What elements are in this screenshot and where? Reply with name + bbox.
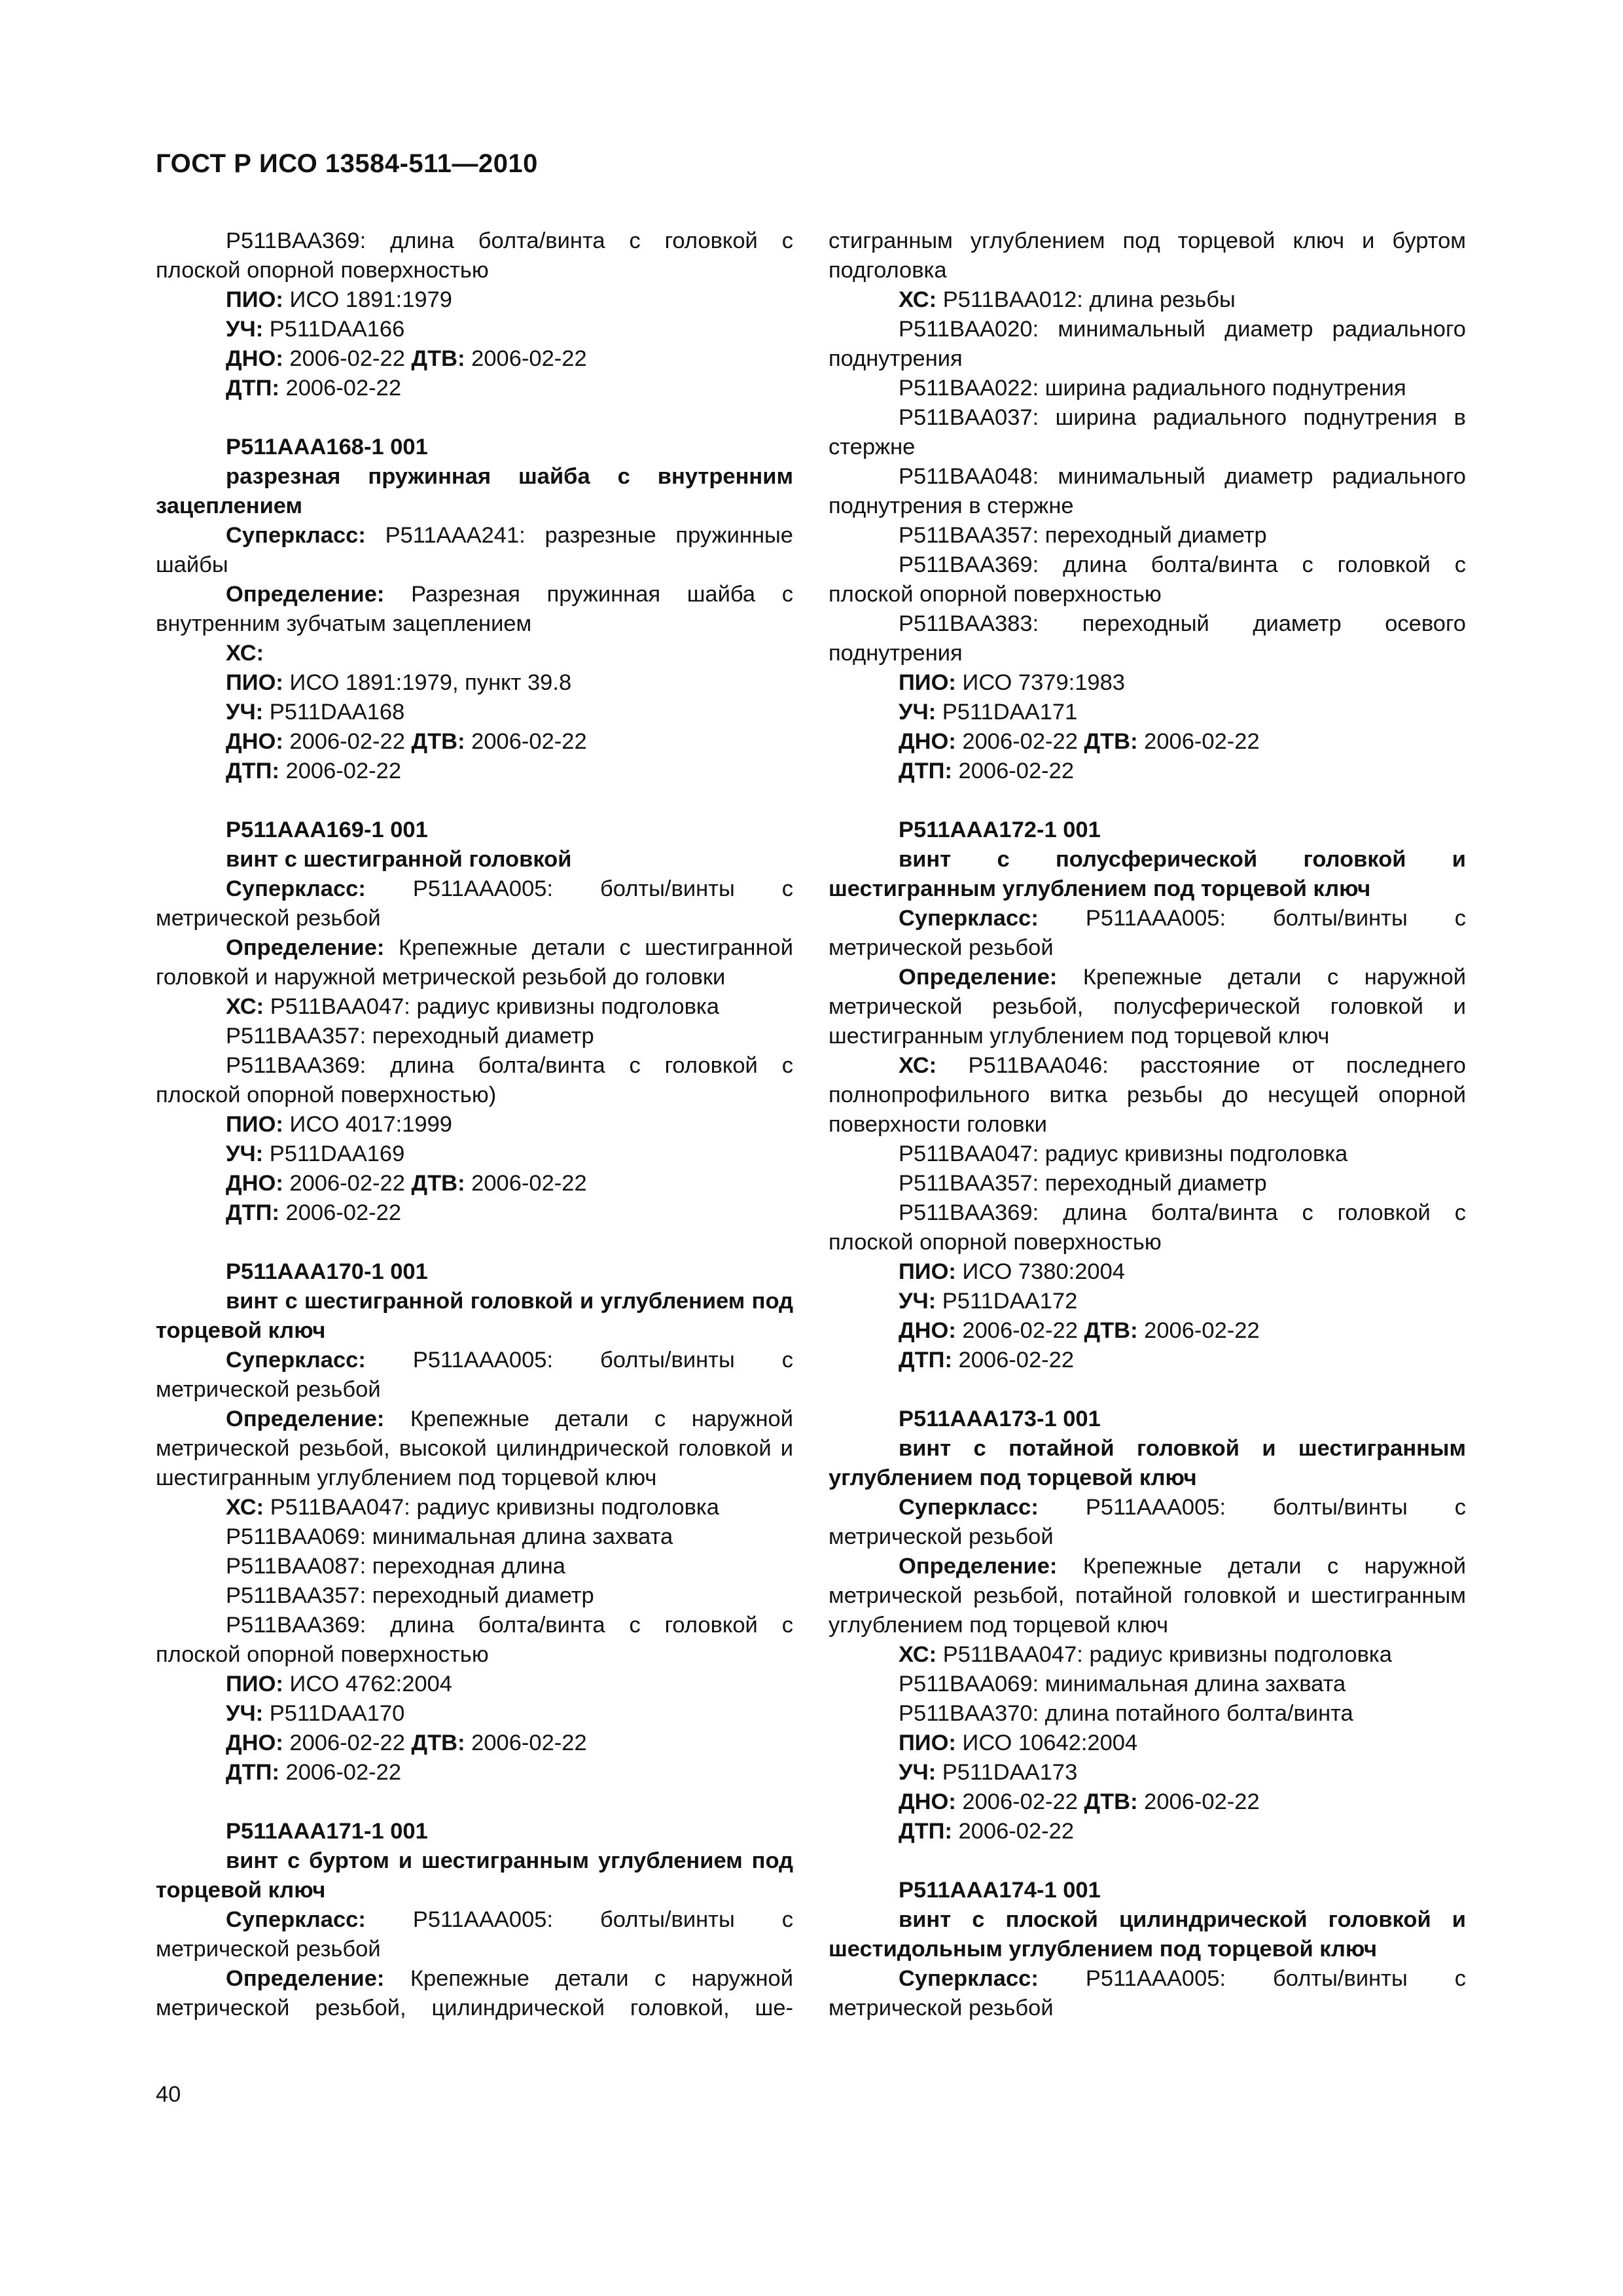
dno-label: ДНО: (899, 729, 956, 754)
dno-dtv-line (156, 1169, 793, 1198)
dtp-label: ДТП: (226, 1200, 279, 1225)
xs-item: P511BAA022: ширина радиального поднутрения (899, 376, 1406, 401)
dno-label: ДНО: (226, 346, 283, 371)
pio-label: ПИО: (899, 1731, 956, 1755)
pio-label: ПИО: (226, 287, 283, 312)
dtp-line (829, 1346, 1466, 1375)
uch-value: P511DAA170 (269, 1701, 405, 1726)
uch-line (156, 315, 793, 344)
pio-line (829, 668, 1466, 698)
pio-label: ПИО: (226, 1672, 283, 1696)
xs-item: P511BAA370: длина потайного болта/винта (899, 1701, 1353, 1726)
uch-label: УЧ: (226, 317, 264, 342)
superclass-line (829, 1964, 1466, 2023)
dtp-value: 2006-02-22 (958, 759, 1075, 783)
xs-label: ХС: (899, 1053, 937, 1078)
pio-line (829, 1729, 1466, 1758)
pio-value: ИСО 7379:1983 (962, 670, 1125, 695)
definition-label: Определение: (226, 582, 385, 607)
entry-title: винт с полусферической головкой и шестигранным углублением под торцевой ключ (829, 847, 1466, 901)
entry-171 (156, 1817, 793, 2023)
document-header: ГОСТ Р ИСО 13584-511—2010 (156, 149, 538, 178)
xs-label: ХС: (226, 1495, 264, 1520)
entry-text: P511BAA369: длина болта/винта с головкой с плоской опорной поверхностью (156, 228, 793, 283)
dno-dtv-line (829, 1316, 1466, 1346)
entry-continuation (829, 226, 1466, 786)
pio-label: ПИО: (899, 670, 956, 695)
xs-item: P511BAA369: длина болта/винта с головкой с плоской опорной поверхностью (829, 552, 1466, 607)
superclass-value: P511AAA005: болты/винты с метрической резьбой (156, 1348, 793, 1402)
xs-item: P511BAA369: длина болта/винта с головкой с плоской опорной поверхностью (156, 1613, 793, 1667)
right-column (829, 226, 1466, 2023)
dtp-value: 2006-02-22 (958, 1819, 1075, 1844)
xs-line (829, 1051, 1466, 1139)
xs-item: P511BAA069: минимальная длина захвата (226, 1524, 673, 1549)
entry-code: P511AAA173-1 001 (899, 1407, 1101, 1431)
dtv-value: 2006-02-22 (1144, 1789, 1260, 1814)
entry-code: P511AAA169-1 001 (226, 817, 428, 842)
xs-value: P511BAA047: радиус кривизны подголовка (942, 1642, 1392, 1667)
definition-label: Определение: (226, 1966, 385, 1991)
entry-168 (156, 433, 793, 786)
xs-item: P511BAA357: переходный диаметр (899, 1171, 1267, 1196)
superclass-line (156, 1346, 793, 1405)
xs-item: P511BAA357: переходный диаметр (226, 1024, 594, 1049)
xs-item: P511BAA369: длина болта/винта с головкой с плоской опорной поверхностью) (156, 1053, 793, 1107)
xs-line (156, 639, 793, 668)
dtp-label: ДТП: (226, 376, 279, 401)
entry-title: винт с потайной головкой и шестигранным углублением под торцевой ключ (829, 1436, 1466, 1490)
definition-value: Крепежные детали с наружной метрической резьбой, полусферической головкой и шестигранным углублением под торцевой ключ (829, 965, 1466, 1049)
superclass-value: P511AAA005: болты/винты с метрической резьбой (829, 1495, 1466, 1549)
entry-title: винт с плоской цилиндрической головкой и шестидольным углублением под торцевой ключ (829, 1907, 1466, 1962)
uch-line (156, 1139, 793, 1169)
definition-value: Крепежные детали с наружной метрической резьбой, цилиндрической головкой, ше- (156, 1966, 793, 2020)
superclass-label: Суперкласс: (899, 1966, 1039, 1991)
dtp-line (156, 1758, 793, 1787)
xs-value: P511BAA046: расстояние от последнего полнопрофильного витка резьбы до несущей опорной поверхности головки (829, 1053, 1466, 1137)
dtp-value: 2006-02-22 (285, 759, 402, 783)
left-column (156, 226, 793, 2023)
xs-label: ХС: (226, 994, 264, 1019)
xs-label: ХС: (226, 641, 264, 666)
xs-item: P511BAA357: переходный диаметр (226, 1583, 594, 1608)
dtv-label: ДТВ: (1084, 729, 1138, 754)
uch-label: УЧ: (226, 1701, 264, 1726)
entry-title: винт с шестигранной головкой (226, 847, 572, 872)
xs-line (829, 285, 1466, 315)
dtv-value: 2006-02-22 (471, 729, 587, 754)
superclass-value: P511AAA241: разрезные пружинные шайбы (156, 523, 793, 577)
dno-label: ДНО: (226, 1171, 283, 1196)
superclass-label: Суперкласс: (226, 876, 366, 901)
dno-value: 2006-02-22 (289, 1171, 405, 1196)
definition-line (156, 933, 793, 992)
xs-line (156, 1493, 793, 1522)
superclass-label: Суперкласс: (226, 1348, 366, 1372)
superclass-value: P511AAA005: болты/винты с метрической резьбой (829, 906, 1466, 960)
definition-line (829, 963, 1466, 1051)
uch-value: P511DAA166 (269, 317, 405, 342)
dtp-label: ДТП: (899, 1348, 952, 1372)
superclass-label: Суперкласс: (226, 523, 366, 548)
pio-value: ИСО 4017:1999 (289, 1112, 452, 1137)
superclass-line (156, 874, 793, 933)
pio-line (156, 1670, 793, 1699)
dtv-value: 2006-02-22 (471, 1731, 587, 1755)
pio-value: ИСО 10642:2004 (962, 1731, 1138, 1755)
pio-line (829, 1257, 1466, 1287)
pio-line (156, 1110, 793, 1139)
xs-line (156, 992, 793, 1022)
entry-title: винт с шестигранной головкой и углублением под торцевой ключ (156, 1289, 793, 1343)
definition-value: Крепежные детали с шестигранной головкой и наружной метрической резьбой до головки (156, 935, 793, 990)
dtp-line (829, 1817, 1466, 1846)
dno-value: 2006-02-22 (962, 1789, 1078, 1814)
entry-172 (829, 816, 1466, 1375)
xs-item: P511BAA069: минимальная длина захвата (899, 1672, 1346, 1696)
uch-line (156, 1699, 793, 1729)
pio-label: ПИО: (226, 670, 283, 695)
dtp-value: 2006-02-22 (285, 1760, 402, 1785)
dtp-label: ДТП: (899, 1819, 952, 1844)
entry-title: винт с буртом и шестигранным углублением под торцевой ключ (156, 1848, 793, 1903)
definition-line (156, 1964, 793, 2023)
entry-continuation (156, 226, 793, 403)
xs-item: P511BAA369: длина болта/винта с головкой с плоской опорной поверхностью (829, 1200, 1466, 1255)
uch-value: P511DAA173 (942, 1760, 1078, 1785)
uch-label: УЧ: (226, 1141, 264, 1166)
superclass-line (156, 521, 793, 580)
xs-value: P511BAA012: длина резьбы (942, 287, 1236, 312)
dno-label: ДНО: (226, 1731, 283, 1755)
entry-173 (829, 1405, 1466, 1846)
uch-label: УЧ: (899, 700, 936, 725)
dno-dtv-line (829, 1787, 1466, 1817)
uch-line (156, 698, 793, 727)
dtp-value: 2006-02-22 (285, 376, 402, 401)
dtv-value: 2006-02-22 (1144, 1318, 1260, 1343)
pio-value: ИСО 1891:1979, пункт 39.8 (289, 670, 572, 695)
page-number: 40 (156, 2082, 181, 2107)
uch-line (829, 1287, 1466, 1316)
uch-line (829, 698, 1466, 727)
dtv-value: 2006-02-22 (471, 346, 587, 371)
xs-value: P511BAA047: радиус кривизны подголовка (270, 994, 719, 1019)
xs-label: ХС: (899, 1642, 937, 1667)
definition-value: Крепежные детали с наружной метрической резьбой, потайной головкой и шестигранным углублением под торцевой ключ (829, 1554, 1466, 1638)
dtp-line (156, 1198, 793, 1228)
pio-label: ПИО: (899, 1259, 956, 1284)
pio-label: ПИО: (226, 1112, 283, 1137)
uch-label: УЧ: (226, 700, 264, 725)
dno-value: 2006-02-22 (289, 346, 405, 371)
dno-dtv-line (829, 727, 1466, 757)
dtv-value: 2006-02-22 (471, 1171, 587, 1196)
uch-value: P511DAA168 (269, 700, 405, 725)
uch-value: P511DAA172 (942, 1289, 1078, 1314)
entry-text: стигранным углублением под торцевой ключ и буртом подголовка (829, 228, 1466, 283)
xs-label: ХС: (899, 287, 937, 312)
dtv-label: ДТВ: (1084, 1318, 1138, 1343)
xs-item: P511BAA087: переходная длина (226, 1554, 565, 1579)
superclass-label: Суперкласс: (899, 1495, 1039, 1520)
dtp-line (156, 374, 793, 403)
entry-code: P511AAA171-1 001 (226, 1819, 428, 1844)
xs-value: P511BAA047: радиус кривизны подголовка (270, 1495, 719, 1520)
definition-value: Крепежные детали с наружной метрической резьбой, высокой цилиндрической головкой и шестигранным углублением под торцевой ключ (156, 1407, 793, 1490)
xs-item: P511BAA037: ширина радиального поднутрения в стержне (829, 405, 1466, 459)
dno-label: ДНО: (899, 1318, 956, 1343)
definition-value: Разрезная пружинная шайба с внутренним зубчатым зацеплением (156, 582, 793, 636)
dtv-label: ДТВ: (411, 729, 465, 754)
pio-value: ИСО 1891:1979 (289, 287, 452, 312)
superclass-value: P511AAA005: болты/винты с метрической резьбой (829, 1966, 1466, 2020)
xs-item: P511BAA357: переходный диаметр (899, 523, 1267, 548)
dno-value: 2006-02-22 (962, 1318, 1078, 1343)
dtv-value: 2006-02-22 (1144, 729, 1260, 754)
dtv-label: ДТВ: (1084, 1789, 1138, 1814)
definition-label: Определение: (226, 935, 385, 960)
pio-value: ИСО 7380:2004 (962, 1259, 1125, 1284)
superclass-label: Суперкласс: (226, 1907, 366, 1932)
dno-label: ДНО: (226, 729, 283, 754)
dtv-label: ДТВ: (411, 1731, 465, 1755)
dtv-label: ДТВ: (411, 1171, 465, 1196)
superclass-value: P511AAA005: болты/винты с метрической резьбой (156, 1907, 793, 1962)
dno-value: 2006-02-22 (289, 1731, 405, 1755)
uch-label: УЧ: (899, 1760, 936, 1785)
entry-174 (829, 1876, 1466, 2023)
dtp-label: ДТП: (899, 759, 952, 783)
uch-value: P511DAA171 (942, 700, 1078, 725)
xs-item: P511BAA383: переходный диаметр осевого поднутрения (829, 611, 1466, 666)
definition-line (156, 580, 793, 639)
dno-value: 2006-02-22 (289, 729, 405, 754)
dtp-line (156, 757, 793, 786)
entry-code: P511AAA170-1 001 (226, 1259, 428, 1284)
superclass-value: P511AAA005: болты/винты с метрической резьбой (156, 876, 793, 931)
entry-title: разрезная пружинная шайба с внутренним зацеплением (156, 464, 793, 518)
superclass-line (829, 904, 1466, 963)
dtp-value: 2006-02-22 (958, 1348, 1075, 1372)
entry-code: P511AAA174-1 001 (899, 1878, 1101, 1903)
pio-value: ИСО 4762:2004 (289, 1672, 452, 1696)
entry-code: P511AAA172-1 001 (899, 817, 1101, 842)
uch-line (829, 1758, 1466, 1787)
entry-169 (156, 816, 793, 1228)
entry-code: P511AAA168-1 001 (226, 435, 428, 459)
dno-label: ДНО: (899, 1789, 956, 1814)
pio-line (156, 668, 793, 698)
xs-item: P511BAA020: минимальный диаметр радиального поднутрения (829, 317, 1466, 371)
definition-line (156, 1405, 793, 1493)
xs-item: P511BAA048: минимальный диаметр радиального поднутрения в стержне (829, 464, 1466, 518)
superclass-line (829, 1493, 1466, 1552)
dno-dtv-line (156, 344, 793, 374)
dtv-label: ДТВ: (411, 346, 465, 371)
entry-170 (156, 1257, 793, 1787)
dno-dtv-line (156, 727, 793, 757)
dtp-value: 2006-02-22 (285, 1200, 402, 1225)
dno-dtv-line (156, 1729, 793, 1758)
dno-value: 2006-02-22 (962, 729, 1078, 754)
dtp-label: ДТП: (226, 759, 279, 783)
xs-line (829, 1640, 1466, 1670)
uch-label: УЧ: (899, 1289, 936, 1314)
superclass-label: Суперкласс: (899, 906, 1039, 931)
uch-value: P511DAA169 (269, 1141, 405, 1166)
xs-item: P511BAA047: радиус кривизны подголовка (899, 1141, 1348, 1166)
pio-line (156, 285, 793, 315)
definition-label: Определение: (899, 965, 1058, 990)
superclass-line (156, 1905, 793, 1964)
definition-label: Определение: (899, 1554, 1058, 1579)
definition-line (829, 1552, 1466, 1640)
dtp-line (829, 757, 1466, 786)
dtp-label: ДТП: (226, 1760, 279, 1785)
definition-label: Определение: (226, 1407, 385, 1431)
